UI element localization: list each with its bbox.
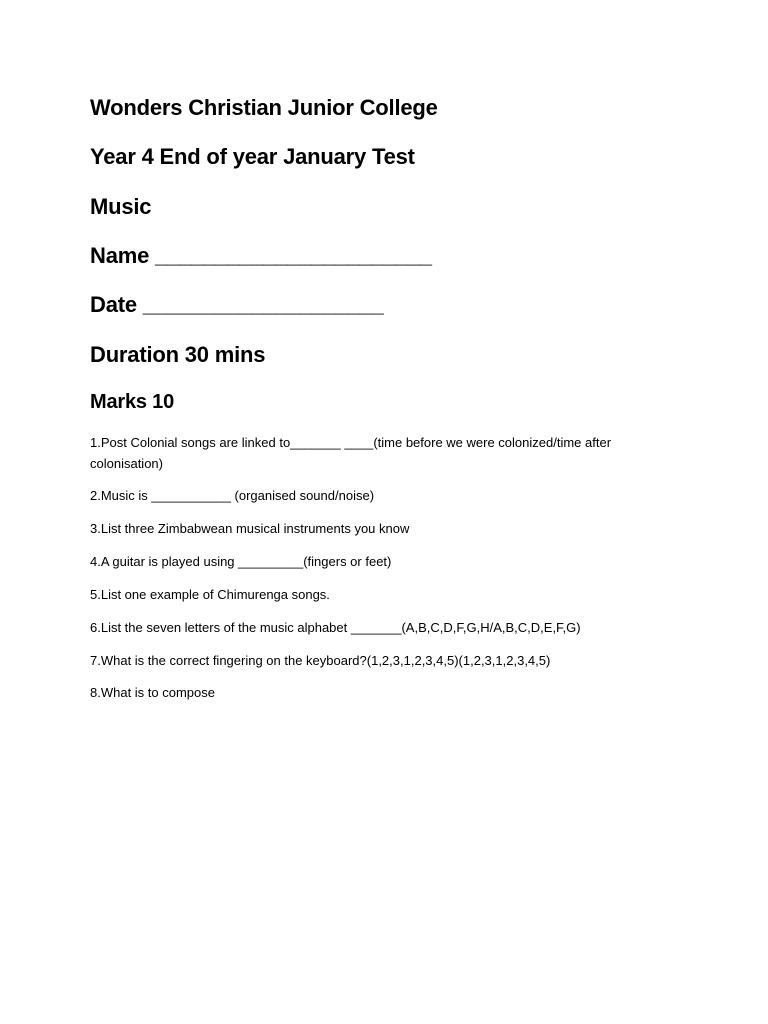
test-title: Year 4 End of year January Test: [90, 144, 415, 169]
question-3: 3.List three Zimbabwean musical instruments you know: [90, 521, 410, 536]
question-8: 8.What is to compose: [90, 685, 215, 700]
subject-title: Music: [90, 194, 152, 219]
duration-line: Duration 30 mins: [90, 342, 266, 367]
question-5: 5.List one example of Chimurenga songs.: [90, 587, 330, 602]
question-1: 1.Post Colonial songs are linked to_______ ____(time before we were colonized/time after colonisation): [90, 435, 612, 471]
school-name: Wonders Christian Junior College: [90, 95, 438, 120]
question-7: 7.What is the correct fingering on the keyboard?(1,2,3,1,2,3,4,5)(1,2,3,1,2,3,4,5): [90, 653, 551, 668]
marks-line: Marks 10: [90, 391, 175, 413]
question-2: 2.Music is ___________ (organised sound/noise): [90, 488, 375, 503]
name-line: Name _______________________: [90, 243, 432, 268]
question-4: 4.A guitar is played using _________(fingers or feet): [90, 554, 392, 569]
question-6: 6.List the seven letters of the music alphabet _______(A,B,C,D,F,G,H/A,B,C,D,E,F,G): [90, 620, 581, 635]
date-line: Date ____________________: [90, 292, 384, 317]
